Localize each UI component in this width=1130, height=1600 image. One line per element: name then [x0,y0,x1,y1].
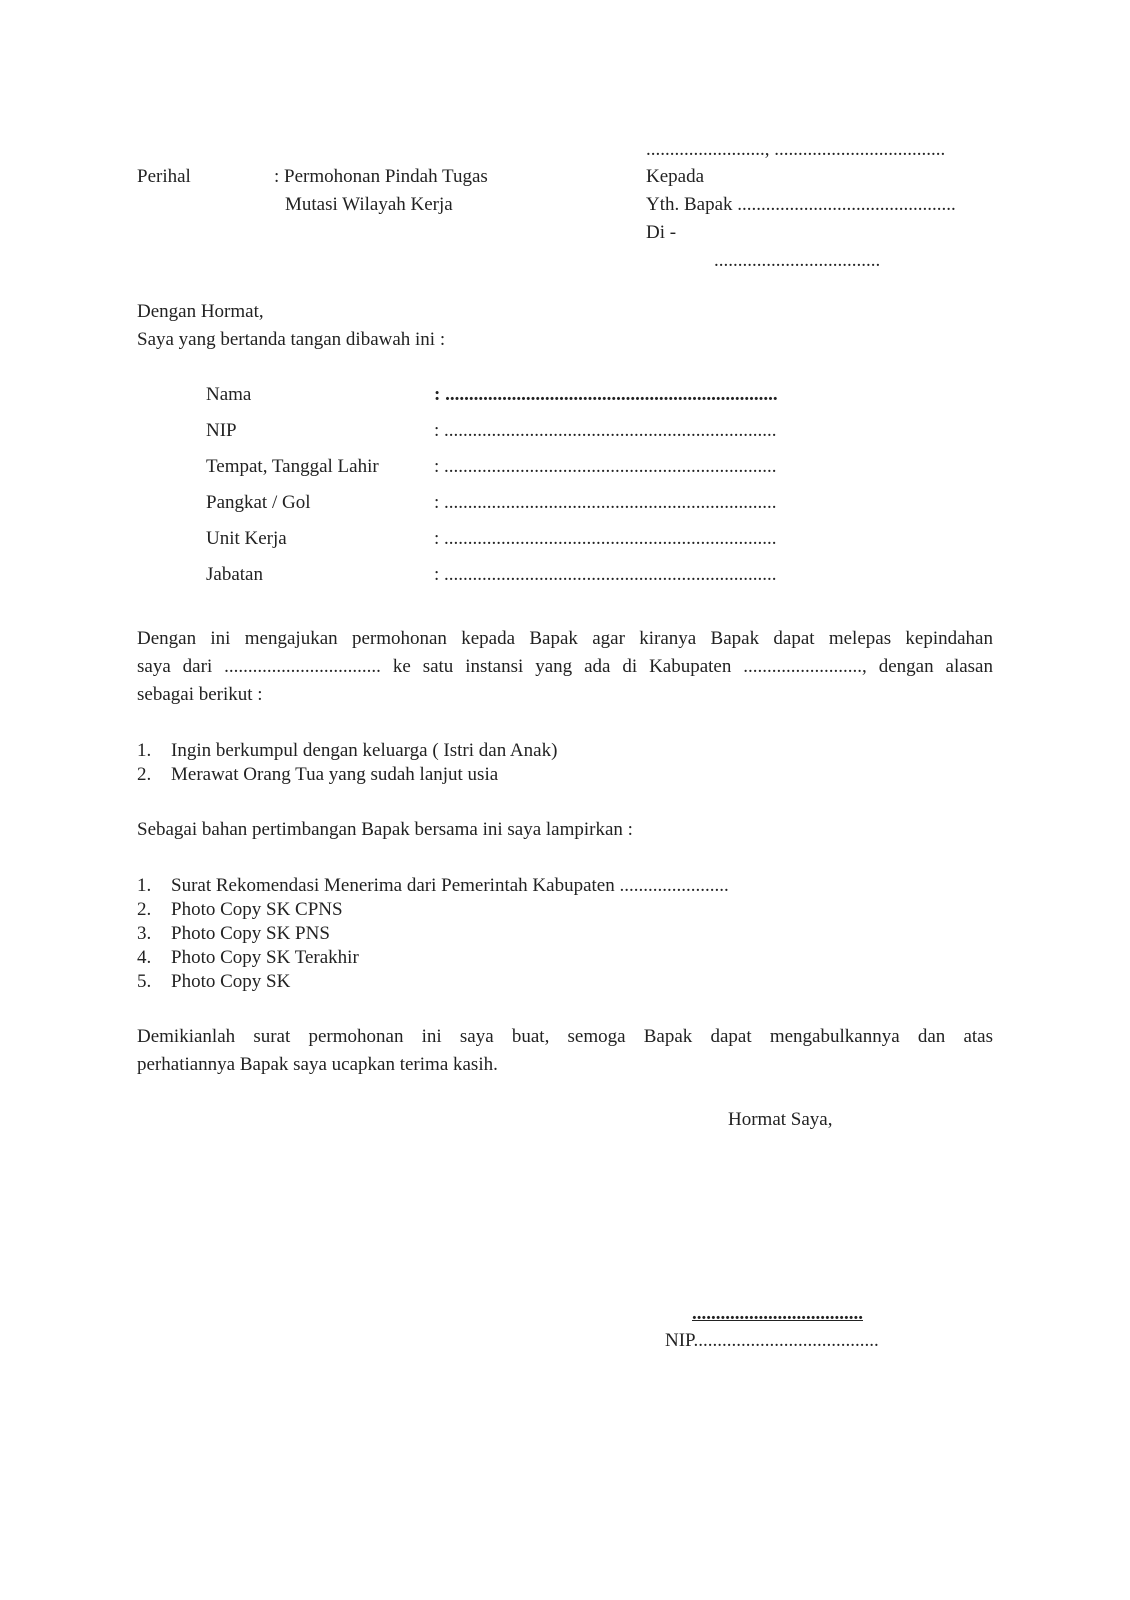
list-text: Surat Rekomendasi Menerima dari Pemerintah Kabupaten ....................... [171,875,729,896]
identity-value-nip: : ...................................................................... [434,420,777,441]
identity-label-unit: Unit Kerja [206,528,287,549]
request-line-2: saya dari ................................. ke satu instansi yang ada di Kabupaten ........................., dengan alasan [137,656,993,677]
attachments-intro: Sebagai bahan pertimbangan Bapak bersama ini saya lampirkan : [137,819,633,840]
recipient-line: Yth. Bapak .............................................. [646,194,956,215]
identity-label-nip: NIP [206,420,237,441]
date-line: ........................., .................................... [646,139,946,160]
identity-value-ttl: : ...................................................................... [434,456,777,477]
signature-nip: NIP....................................... [665,1330,879,1351]
identity-label-pangkat: Pangkat / Gol [206,492,311,513]
di-label: Di - [646,222,677,243]
list-item [137,898,343,922]
signature-name: .................................... [692,1303,863,1324]
list-item [137,970,290,994]
list-number: 2. [137,764,152,785]
request-paragraph [137,625,993,709]
identity-label-nama: Nama [206,384,252,405]
closing-line-2: perhatiannya Bapak saya ucapkan terima kasih. [137,1054,498,1075]
identity-label-ttl: Tempat, Tanggal Lahir [206,456,379,477]
closing-regards: Hormat Saya, [728,1109,833,1130]
request-line-1: Dengan ini mengajukan permohonan kepada Bapak agar kiranya Bapak dapat melepas kepindahan [137,628,993,649]
list-text: Merawat Orang Tua yang sudah lanjut usia [171,764,499,785]
list-item [137,946,359,970]
list-number: 5. [137,971,152,992]
identity-label-jabatan: Jabatan [206,564,263,585]
subject-value-line-1: : Permohonan Pindah Tugas [274,166,488,187]
list-item [137,874,729,898]
list-item [137,739,557,763]
list-number: 4. [137,947,152,968]
list-text: Photo Copy SK PNS [171,923,330,944]
list-number: 1. [137,740,152,761]
identity-value-jabatan: : ...................................................................... [434,564,777,585]
identity-value-unit: : ...................................................................... [434,528,777,549]
list-number: 2. [137,899,152,920]
to-label: Kepada [646,166,705,187]
identity-value-pangkat: : ...................................................................... [434,492,777,513]
di-place: ................................... [714,250,881,271]
subject-label: Perihal [137,166,191,187]
list-number: 1. [137,875,152,896]
identity-value-nama: : ...................................................................... [434,384,778,405]
intro-text: Saya yang bertanda tangan dibawah ini : [137,329,446,350]
list-text: Photo Copy SK Terakhir [171,947,359,968]
list-number: 3. [137,923,152,944]
subject-value-line-2: Mutasi Wilayah Kerja [285,194,453,215]
list-item [137,922,330,946]
closing-paragraph [137,1023,993,1079]
salutation: Dengan Hormat, [137,301,264,322]
list-item [137,763,498,787]
list-text: Photo Copy SK [171,971,291,992]
request-line-3: sebagai berikut : [137,684,263,705]
list-text: Photo Copy SK CPNS [171,899,343,920]
closing-line-1: Demikianlah surat permohonan ini saya buat, semoga Bapak dapat mengabulkannya dan atas [137,1026,993,1047]
list-text: Ingin berkumpul dengan keluarga ( Istri dan Anak) [171,740,558,761]
